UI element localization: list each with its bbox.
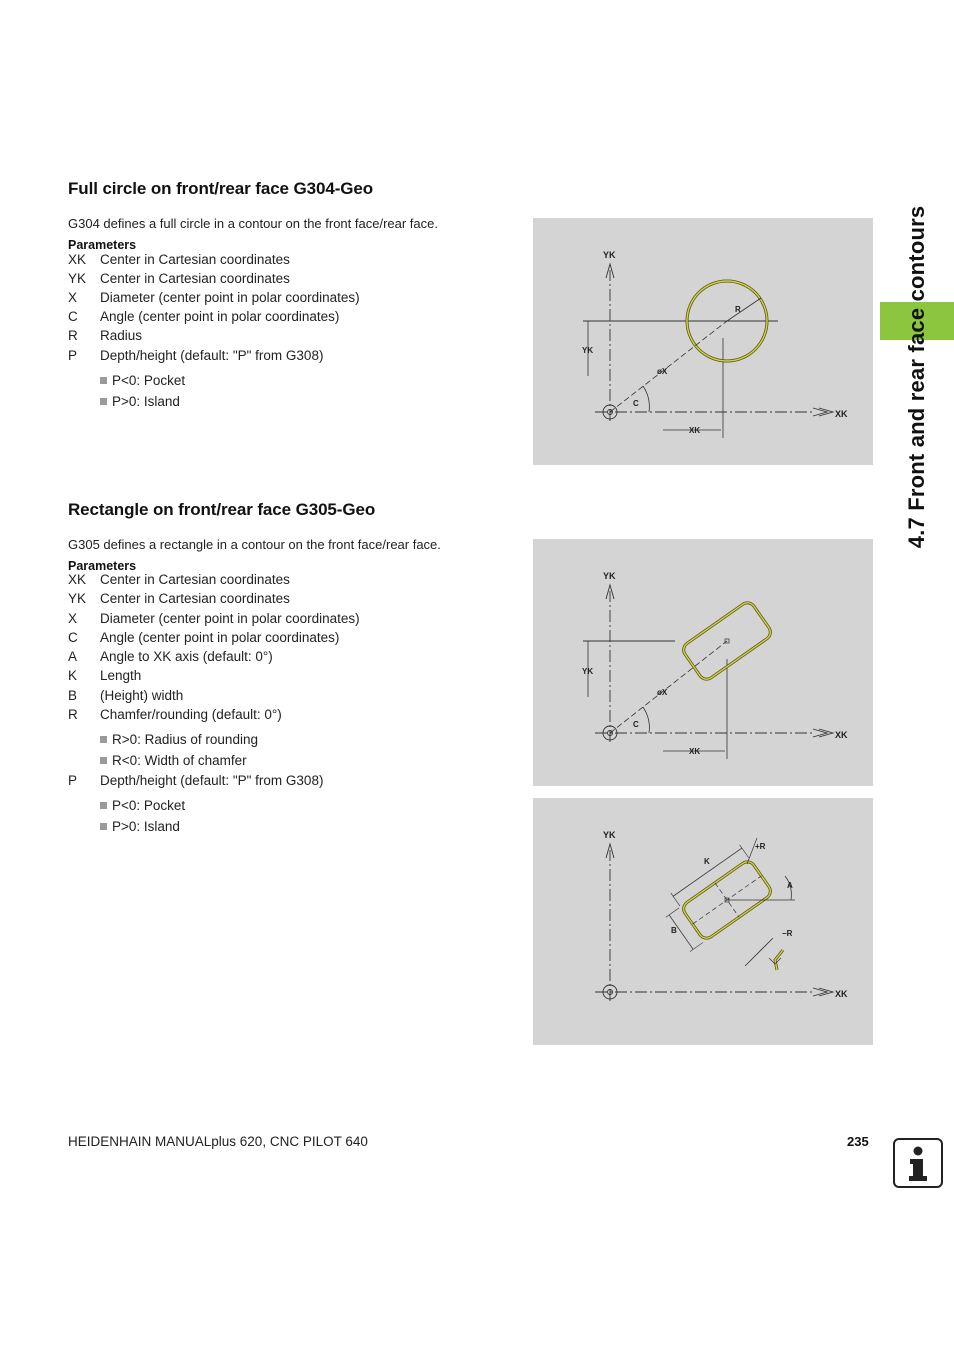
label-angle: C [633,720,639,729]
bullet-square-icon [100,757,107,764]
param-row [68,706,282,724]
bullet-item [100,818,180,836]
param-code: K [68,668,78,683]
param-desc: Diameter (center point in polar coordinates) [100,611,360,626]
bullet-text: P<0: Pocket [112,373,186,388]
param-desc: Chamfer/rounding (default: 0°) [100,707,282,722]
bullet-item [100,752,247,770]
param-desc: Length [100,668,142,683]
param-code: XK [68,252,87,267]
param-desc: Angle to XK axis (default: 0°) [100,649,273,664]
param-desc: Depth/height (default: "P" from G308) [100,348,324,363]
page-number: 235 [847,1134,869,1149]
param-desc: Angle (center point in polar coordinates) [100,309,340,324]
param-code: X [68,611,78,626]
label-minus-r: −R [782,929,793,938]
param-code: XK [68,572,87,587]
chapter-title: 4.7 Front and rear face contours [904,205,929,549]
bullet-square-icon [100,823,107,830]
label-yk-dim: YK [582,667,594,676]
info-icon [893,1138,943,1188]
param-row [68,648,273,666]
param-row [68,327,142,345]
label-diameter: øX [657,367,668,376]
param-desc: Angle (center point in polar coordinates) [100,630,340,645]
param-row [68,308,339,326]
param-code: C [68,309,78,324]
bullet-item [100,393,180,411]
param-row [68,687,183,705]
param-code: C [68,630,78,645]
param-desc: Center in Cartesian coordinates [100,591,290,606]
param-row [68,289,360,307]
param-desc: Radius [100,328,143,343]
param-row [68,590,290,608]
param-row [68,772,323,790]
footer-manual: HEIDENHAIN MANUALplus 620, CNC PILOT 640 [68,1134,368,1149]
param-row [68,251,290,269]
label-width: B [671,926,677,935]
bullet-square-icon [100,736,107,743]
param-desc: Center in Cartesian coordinates [100,572,290,587]
param-desc: Diameter (center point in polar coordinates) [100,290,360,305]
figure-rectangle-position [533,539,873,786]
param-row [68,667,141,685]
param-code: YK [68,271,87,286]
param-row [68,610,360,628]
param-row [68,270,290,288]
param-code: B [68,688,78,703]
section1-heading: Full circle on front/rear face G304-Geo [68,179,374,198]
label-plus-r: +R [755,842,766,851]
bullet-text: R>0: Radius of rounding [112,732,258,747]
param-desc: Depth/height (default: "P" from G308) [100,773,324,788]
param-desc: Center in Cartesian coordinates [100,271,290,286]
label-yk-axis: YK [603,830,616,840]
bullet-square-icon [100,377,107,384]
section2-intro: G305 defines a rectangle in a contour on the front face/rear face. [68,537,441,552]
label-radius: R [735,305,741,314]
param-code: P [68,348,78,363]
param-code: A [68,649,78,664]
bullet-text: R<0: Width of chamfer [112,753,247,768]
param-desc: (Height) width [100,688,184,703]
bullet-item [100,797,185,815]
param-code: R [68,328,78,343]
section2-heading: Rectangle on front/rear face G305-Geo [68,500,376,519]
bullet-item [100,731,258,749]
param-row [68,629,339,647]
bullet-item [100,372,185,390]
label-yk-dim: YK [582,346,594,355]
label-yk-axis: YK [603,571,616,581]
section1-intro: G304 defines a full circle in a contour on the front face/rear face. [68,216,438,231]
label-angle-a: A [787,881,793,890]
label-yk-axis: YK [603,250,616,260]
param-code: X [68,290,78,305]
label-xk-dim: XK [689,426,701,435]
param-row [68,571,290,589]
figure-full-circle [533,218,873,465]
label-xk-axis: XK [835,989,848,999]
bullet-text: P>0: Island [112,394,180,409]
param-code: R [68,707,78,722]
label-diameter: øX [657,688,668,697]
label-xk-dim: XK [689,747,701,756]
param-code: YK [68,591,87,606]
label-xk-axis: XK [835,409,848,419]
param-desc: Center in Cartesian coordinates [100,252,290,267]
label-xk-axis: XK [835,730,848,740]
section1-params-title: Parameters [68,238,137,252]
param-code: P [68,773,78,788]
bullet-square-icon [100,398,107,405]
bullet-text: P<0: Pocket [112,798,186,813]
bullet-square-icon [100,802,107,809]
label-angle: C [633,399,639,408]
bullet-text: P>0: Island [112,819,180,834]
param-row [68,347,323,365]
label-length: K [704,857,710,866]
section2-params-title: Parameters [68,559,137,573]
figure-rectangle-dimensions [533,798,873,1045]
